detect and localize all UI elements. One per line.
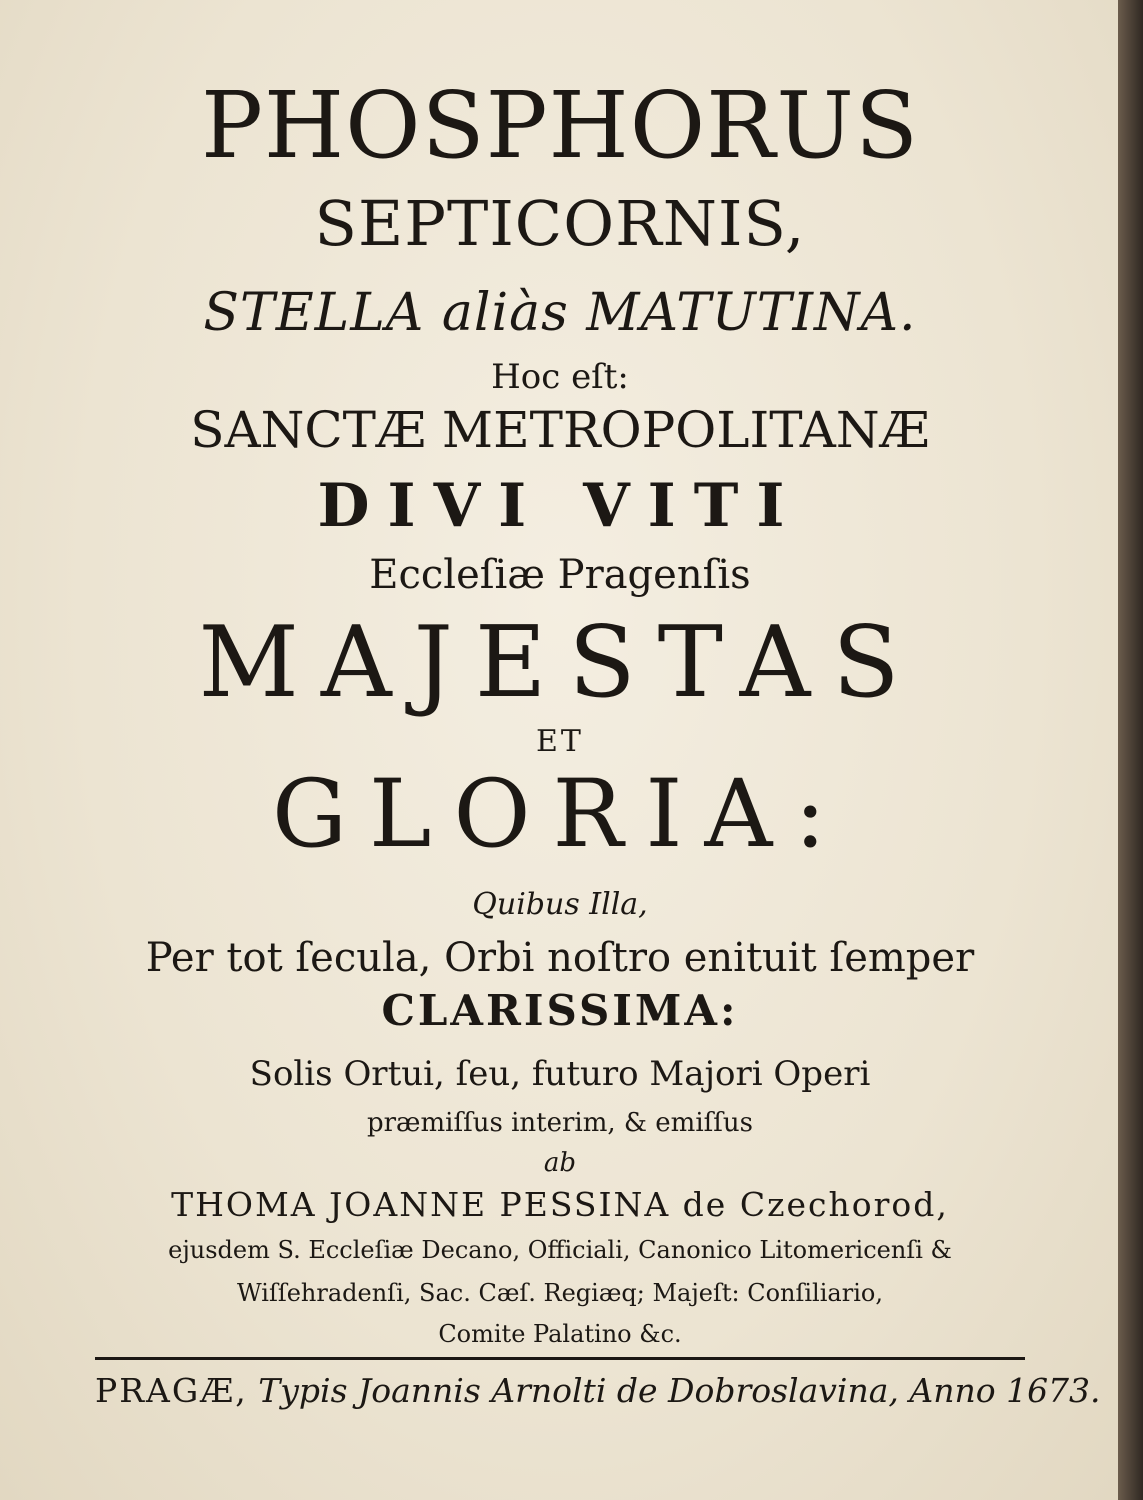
quibus-illa-line: Quibus Illa,: [472, 887, 648, 922]
per-tot-secula-line: Per tot ſecula, Orbi noſtro enituit ſemper: [145, 935, 975, 981]
author-name-line: THOMA JOANNE PESSINA de Czechorod,: [171, 1185, 949, 1224]
praemissus-line: præmiſſus interim, & emiſſus: [366, 1108, 753, 1138]
author-titles-line-3: Comite Palatino &c.: [438, 1320, 682, 1348]
imprint-line: [95, 1371, 1101, 1410]
clarissima-line: CLARISSIMA:: [381, 986, 739, 1035]
et-line: ET: [536, 724, 584, 759]
gloria-line: GLORIA:: [271, 760, 849, 869]
sanctae-metropolitanae-line: SANCTÆ METROPOLITANÆ: [190, 401, 930, 459]
majestas-line: MAJESTAS: [198, 606, 922, 720]
title-septicornis: SEPTICORNIS,: [314, 187, 806, 260]
imprint-printer: Typis Joannis Arnolti de Dobroslavina, Anno 1673.: [258, 1371, 1101, 1410]
subtitle-stella-matutina: STELLA aliàs MATUTINA.: [203, 283, 917, 343]
solis-ortui-line: Solis Ortui, ſeu, futuro Majori Operi: [249, 1054, 871, 1094]
imprint-city: PRAGÆ,: [95, 1371, 248, 1410]
ab-line: ab: [543, 1148, 577, 1178]
imprint-divider: [95, 1357, 1025, 1360]
title-phosphorus: PHOSPHORUS: [201, 72, 919, 179]
author-titles-line-1: ejusdem S. Eccleſiæ Decano, Officiali, Canonico Litomericenſi &: [168, 1236, 952, 1264]
hoc-est-line: Hoc eſt:: [491, 357, 629, 397]
ecclesiae-pragensis-line: Eccleſiæ Pragenſis: [369, 552, 751, 598]
divi-viti-line: DIVI VITI: [317, 471, 803, 541]
author-titles-line-2: Wiſſehradenſi, Sac. Cæſ. Regiæq; Majeſt: Conſiliario,: [237, 1279, 883, 1307]
book-edge: [1118, 0, 1143, 1500]
